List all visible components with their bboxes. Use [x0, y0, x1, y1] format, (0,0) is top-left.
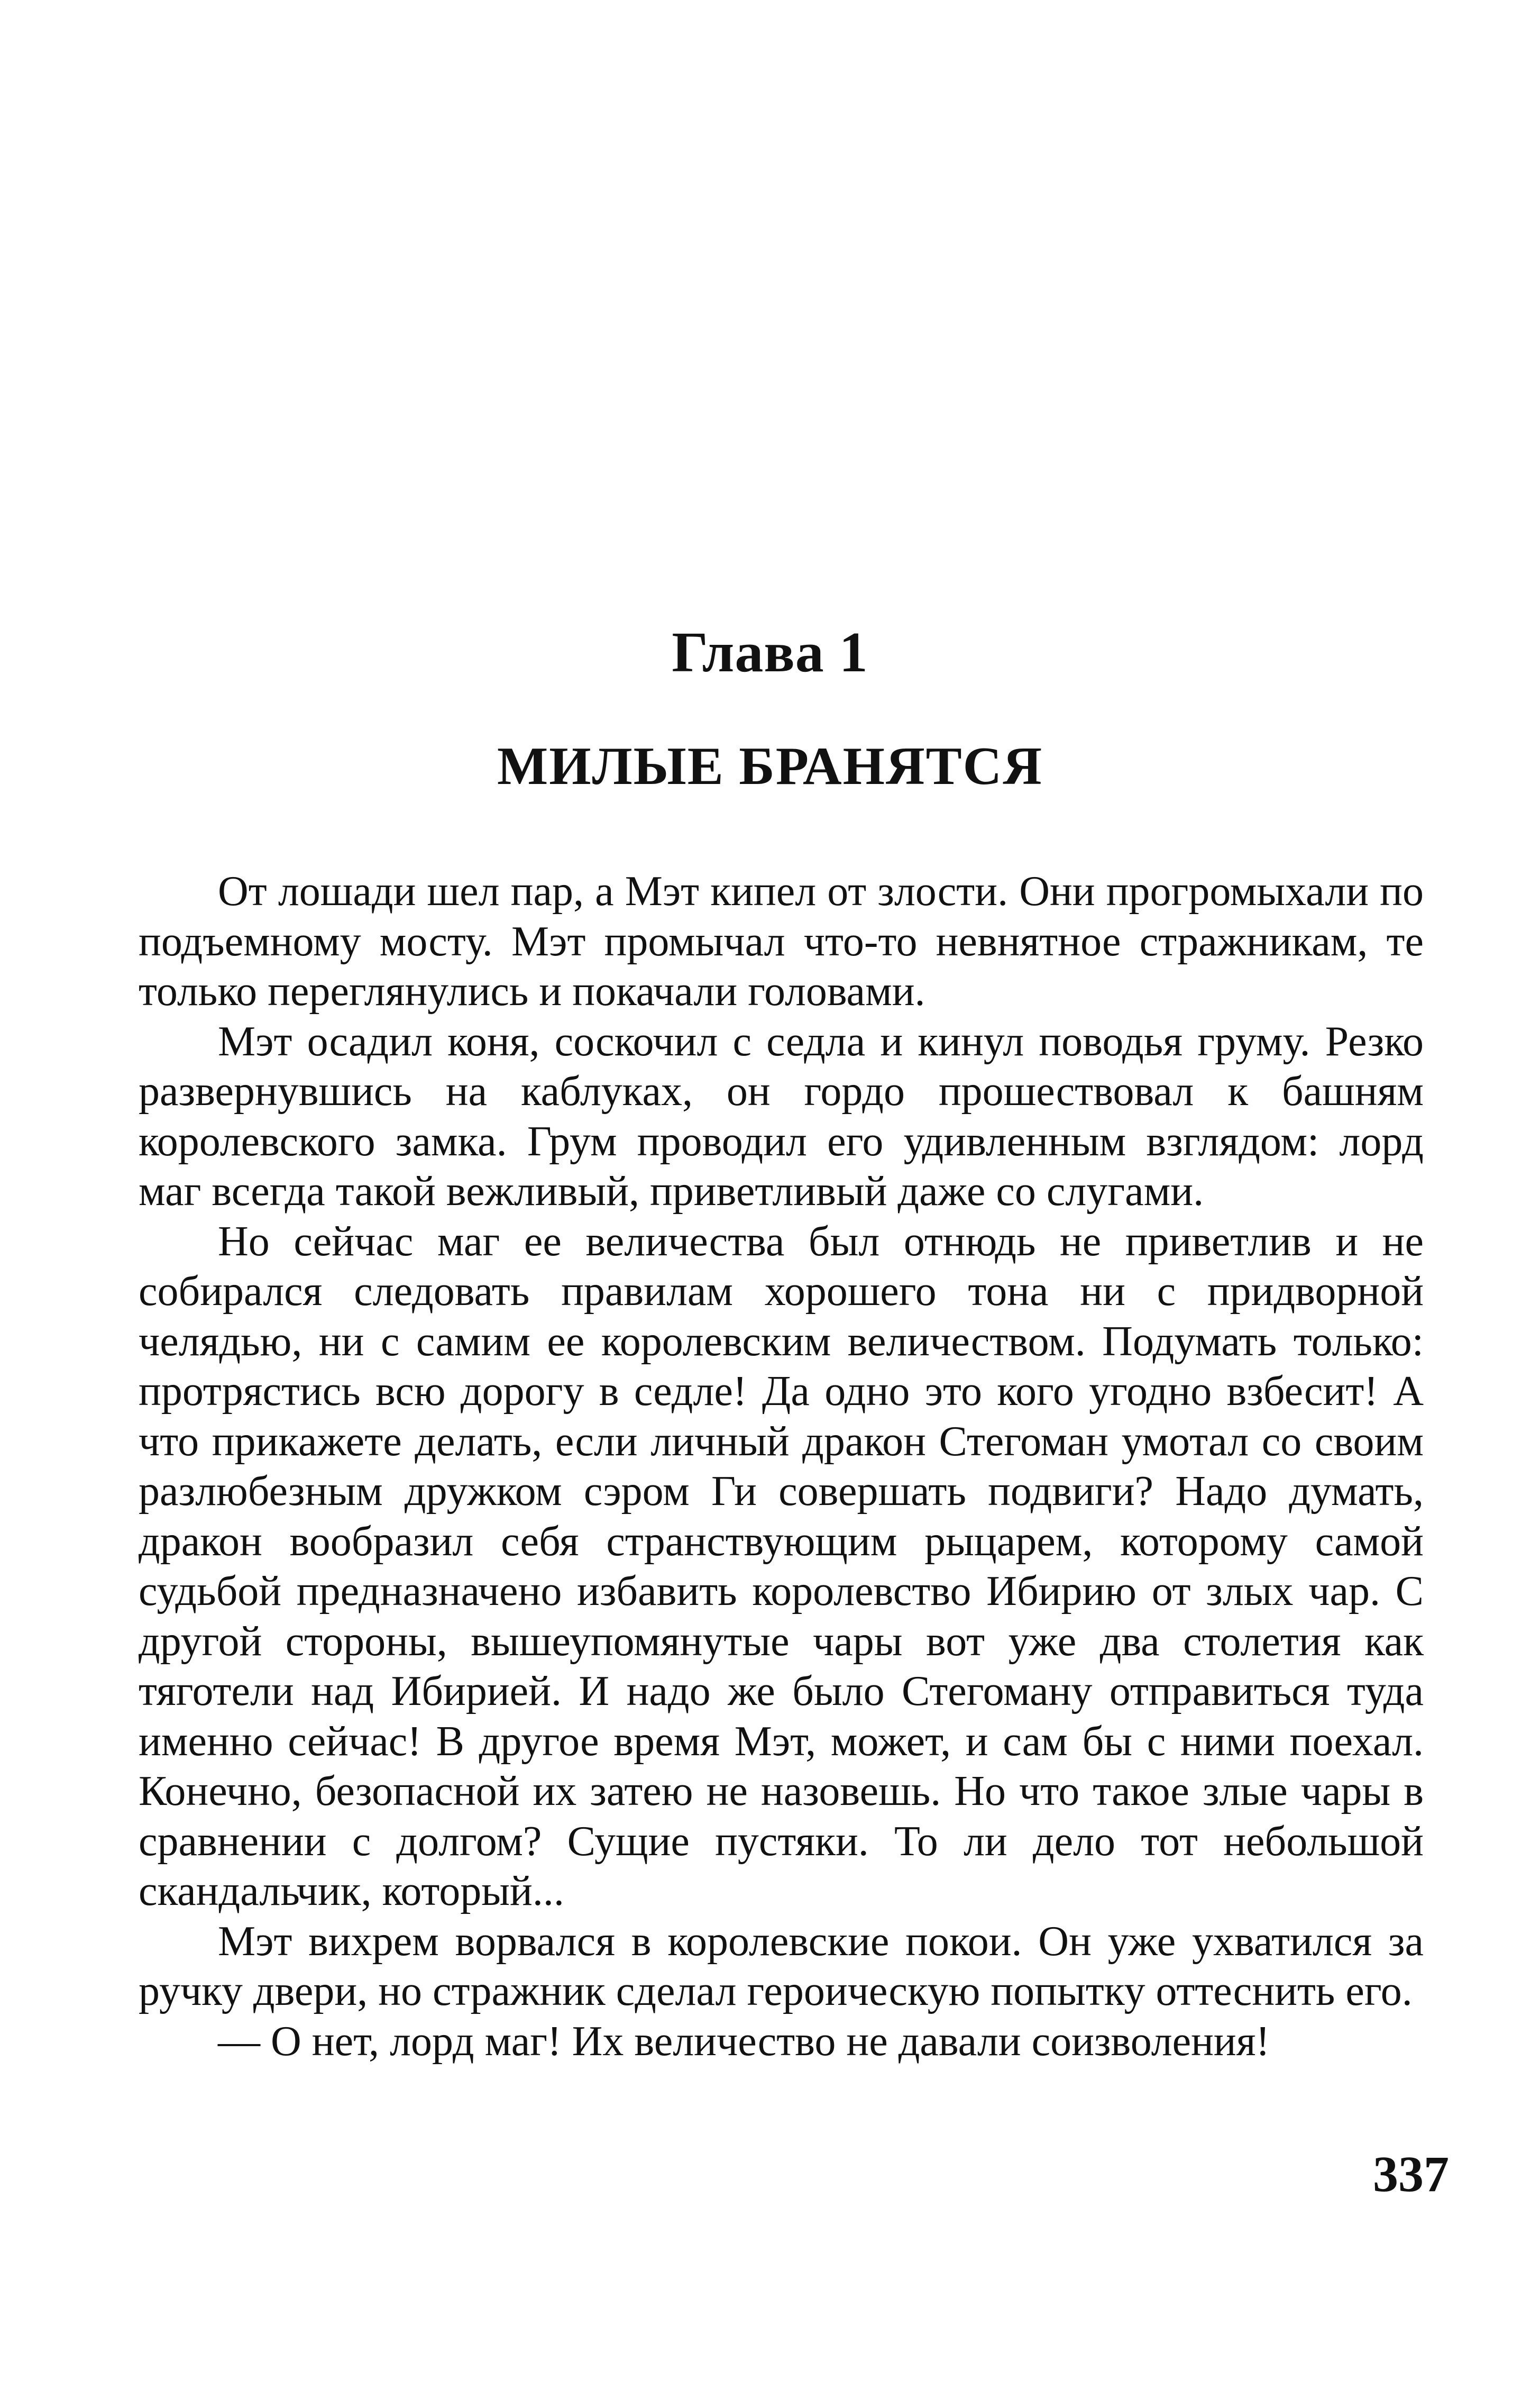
paragraph: Но сейчас маг ее величества был отнюдь не приветлив и не собирался следовать правилам хорошего тона ни с придворной челядью, ни с самим ее королевским величеством. Подумать только: протрястись всю дорогу в седле! Да одно это кого угодно взбесит! А что прикажете делать, если личный дракон Стегоман умотал со своим разлюбезным дружком сэром Ги совершать подвиги? Надо думать, дракон вообразил себя странствующим рыцарем, которому самой судьбой предназначено избавить королевство Ибирию от злых чар. С другой стороны, вышеупомянутые чары вот уже два столетия как тяготели над Ибирией. И надо же было Стегоману отправиться туда именно сейчас! В другое время Мэт, может, и сам бы с ними поехал. Конечно, безопасной их затею не назовешь. Но что такое злые чары в сравнении с долгом? Сущие пустяки. То ли дело тот небольшой скандальчик, который...: [139, 1218, 1424, 1914]
paragraph: Мэт вихрем ворвался в королевские покои. Он уже ухватился за ручку двери, но стражник сделал героическую попытку оттеснить его.: [139, 1918, 1424, 2014]
page-number: 337: [1373, 2146, 1449, 2202]
chapter-number: Глава 1: [672, 621, 868, 684]
chapter-title: МИЛЫЕ БРАНЯТСЯ: [497, 736, 1043, 796]
paragraph: От лошади шел пар, а Мэт кипел от злости. Они прогромыхали по подъемному мосту. Мэт промычал что-то невнятное стражникам, те только переглянулись и покачали головами.: [139, 868, 1424, 1015]
chapter-body: [139, 866, 1424, 2066]
paragraph: Мэт осадил коня, соскочил с седла и кинул поводья груму. Резко развернувшись на каблуках, он гордо прошествовал к башням королевского замка. Грум проводил его удивленным взглядом: лорд маг всегда такой вежливый, приветливый даже со слугами.: [139, 1018, 1424, 1215]
paragraph: — О нет, лорд маг! Их величество не давали соизволения!: [218, 2018, 1270, 2065]
chapter-header: [0, 621, 1540, 796]
